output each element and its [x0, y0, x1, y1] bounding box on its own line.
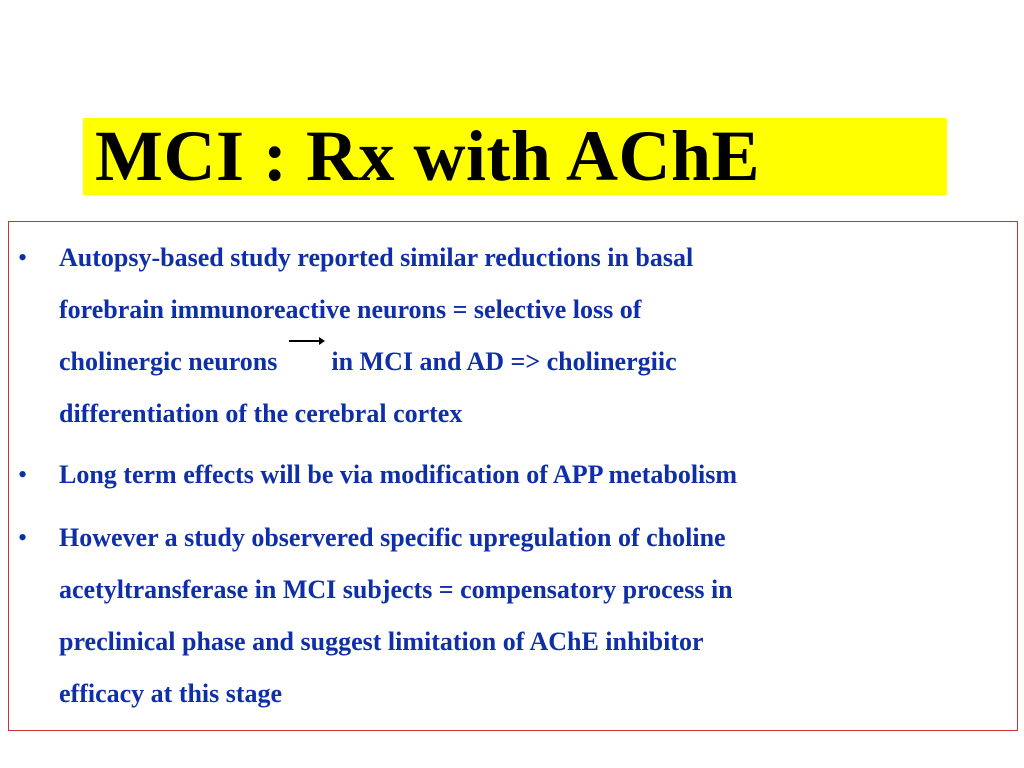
bullet-line: Long term effects will be via modification of APP metabolism	[59, 460, 738, 489]
bullet-line-segment: cholinergic neurons	[59, 347, 278, 376]
bullet-marker: •	[18, 523, 28, 552]
bullet-line-with-arrow	[59, 336, 1004, 388]
bullet-text	[59, 449, 1004, 501]
bullet-line: However a study observered specific upregulation of choline	[59, 523, 726, 552]
bullet-line: efficacy at this stage	[59, 679, 283, 708]
bullet-marker: •	[18, 460, 28, 489]
bullet-marker: •	[18, 243, 28, 272]
bullet-text	[59, 232, 1004, 440]
bullet-line-segment: in MCI and AD => cholinergiic	[331, 347, 677, 376]
title-banner	[83, 118, 947, 195]
right-arrow-icon	[285, 336, 325, 356]
bullet-text	[59, 512, 1004, 720]
slide-title: MCI : Rx with AChE	[95, 116, 761, 196]
bullet-line: differentiation of the cerebral cortex	[59, 399, 463, 428]
bullet-line: preclinical phase and suggest limitation of AChE inhibitor	[59, 627, 704, 656]
bullet-line: acetyltransferase in MCI subjects = compensatory process in	[59, 575, 733, 604]
bullet-line: forebrain immunoreactive neurons = selective loss of	[59, 295, 642, 324]
bullet-line: Autopsy-based study reported similar reductions in basal	[59, 243, 694, 272]
content-box	[8, 221, 1018, 731]
